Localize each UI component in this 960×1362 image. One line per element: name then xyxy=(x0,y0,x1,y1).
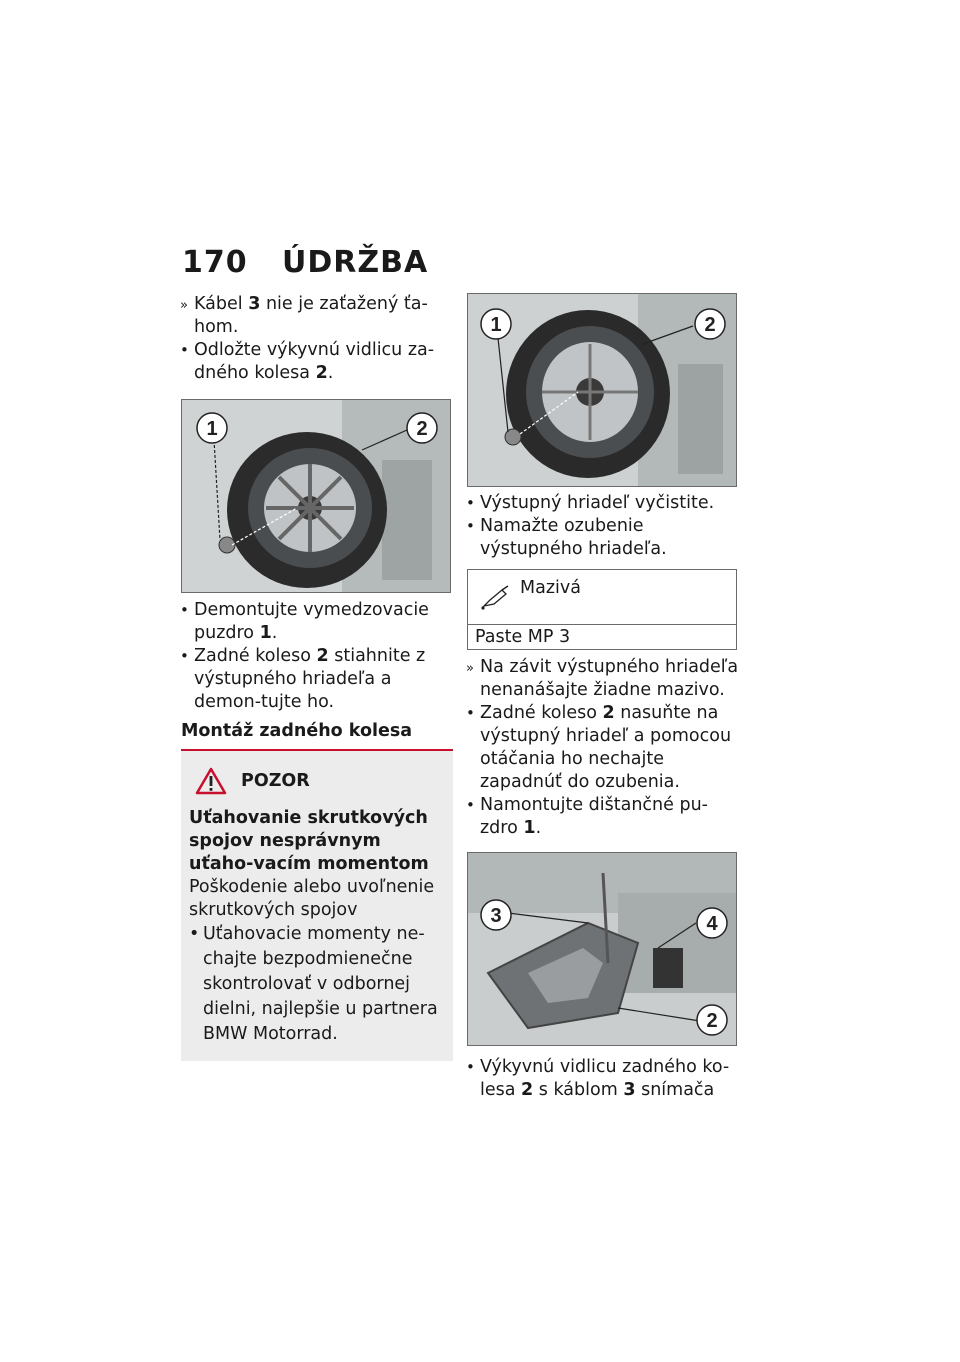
callout-1: 1 xyxy=(206,418,218,440)
bullet-marker: • xyxy=(466,494,475,512)
warning-triangle-icon xyxy=(195,767,227,795)
lubricant-box xyxy=(467,569,737,650)
callout-2: 2 xyxy=(704,314,716,336)
list-item: • Demontujte vymedzovacie puzdro 1. xyxy=(180,600,429,643)
list-item: • Odložte výkyvnú vidlicu za-dného kolesa 2. xyxy=(180,340,435,383)
bullet-marker: • xyxy=(180,647,189,665)
warning-consequence: Poškodenie alebo uvoľnenie skrutkových spojov xyxy=(189,877,435,920)
bullet-marker: • xyxy=(466,704,475,722)
list-item: » Kábel 3 nie je zaťažený ťa-hom. xyxy=(180,294,428,337)
warning-hazard: Uťahovanie skrutkových spojov nesprávnym uťaho-vacím momentom xyxy=(189,808,429,874)
rear-wheel-photo-2 xyxy=(467,293,737,487)
bullet-marker: • xyxy=(180,341,189,359)
bullet-marker: • xyxy=(180,601,189,619)
bullet-marker: • xyxy=(466,1058,475,1076)
warning-measure: • Uťahovacie momenty ne-chajte bezpodmienečne skontrolovať v odbornej dielni, najlepšie u partnera BMW Motorrad. xyxy=(189,924,438,1044)
warning-title: POZOR xyxy=(241,771,310,791)
bullet-marker: • xyxy=(466,517,475,535)
warning-box xyxy=(181,751,453,1061)
callout-4: 4 xyxy=(706,913,718,935)
page-number: 170 xyxy=(182,245,248,280)
right-column xyxy=(467,293,739,1102)
callout-1: 1 xyxy=(490,314,502,336)
lubricant-value: Paste MP 3 xyxy=(475,627,571,647)
list-item: • Zadné koleso 2 nasuňte na výstupný hriadeľ a pomocou otáčania ho nechajte zapadnúť do ozubenia. xyxy=(466,703,732,792)
left-column xyxy=(181,293,453,1061)
result-marker: » xyxy=(180,298,186,313)
warning-header xyxy=(195,763,445,799)
callout-3: 3 xyxy=(490,905,502,927)
lubricant-label: Mazivá xyxy=(520,578,581,598)
page-header xyxy=(182,245,428,285)
list-item: • Zadné koleso 2 stiahnite z výstupného hriadeľa a demon-tujte ho. xyxy=(180,646,426,712)
bullet-marker: • xyxy=(466,796,475,814)
list-item: » Na závit výstupného hriadeľa nenanášajte žiadne mazivo. xyxy=(466,657,739,700)
list-item: • Výkyvnú vidlicu zadného ko-lesa 2 s káblom 3 snímača xyxy=(466,1057,730,1100)
swingarm-photo xyxy=(467,852,737,1046)
list-item: • Namažte ozubenie výstupného hriadeľa. xyxy=(466,516,667,559)
callout-2: 2 xyxy=(416,418,428,440)
callout-2: 2 xyxy=(706,1010,718,1032)
section-title: ÚDRŽBA xyxy=(282,245,429,280)
result-marker: » xyxy=(466,661,472,676)
subheading: Montáž zadného kolesa xyxy=(181,720,453,751)
list-item: • Výstupný hriadeľ vyčistite. xyxy=(466,493,715,513)
list-item: • Namontujte dištančné pu-zdro 1. xyxy=(466,795,708,838)
grease-tube-icon xyxy=(480,584,512,610)
rear-wheel-photo xyxy=(181,399,451,593)
